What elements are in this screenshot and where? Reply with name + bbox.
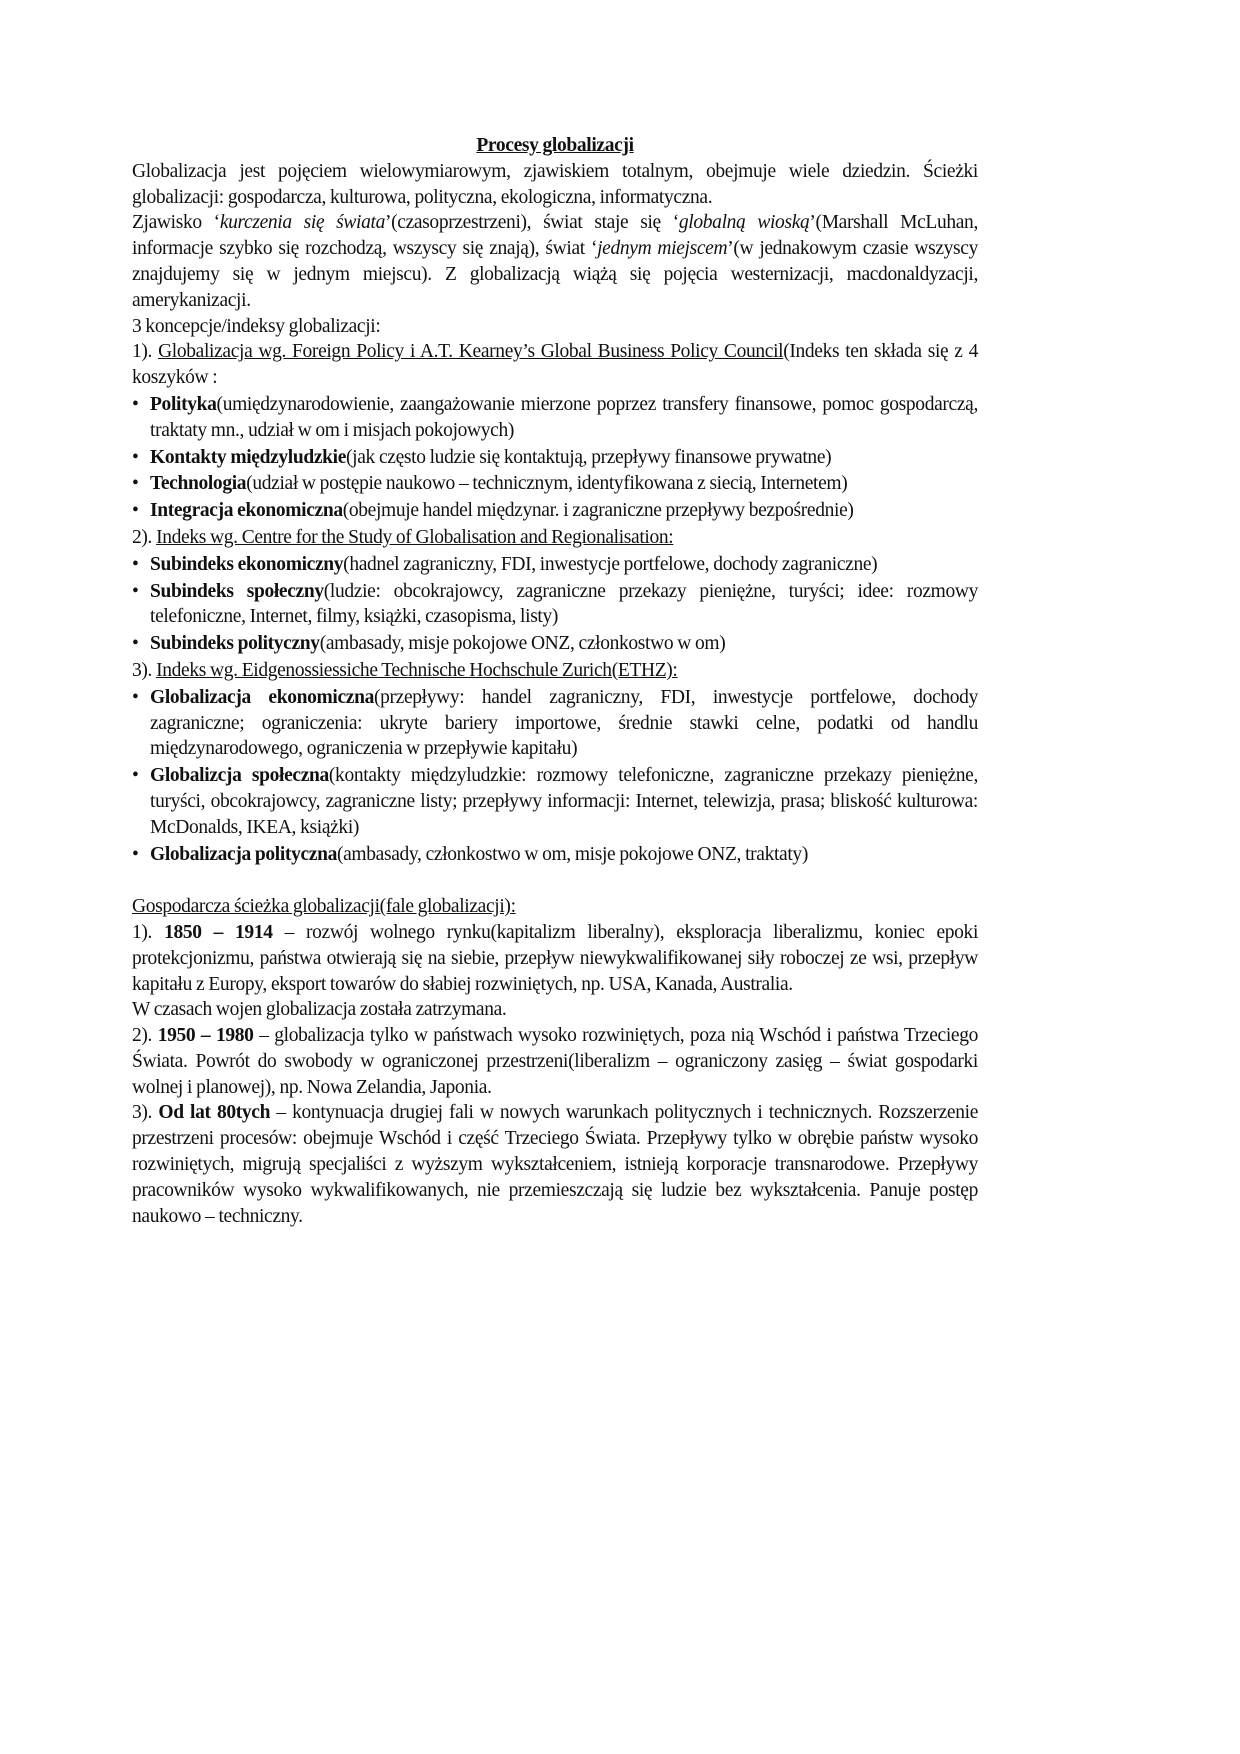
number: 2).	[132, 1025, 158, 1047]
list-item	[132, 445, 978, 471]
item-text: (ludzie: obcokrajowcy, zagraniczne przekazy pieniężne, turyści; idee: rozmowy telefoniczne, Internet, filmy, książki, czasopisma, listy)	[150, 580, 978, 628]
bullet-icon: •	[132, 765, 139, 787]
number: 2).	[132, 526, 157, 548]
document-title: Procesy globalizacji	[476, 135, 634, 156]
text: Zjawisko ‘	[132, 212, 220, 234]
item-term: Technologia	[150, 473, 247, 495]
number: 1).	[132, 341, 159, 363]
italic-term: globalną wioską	[678, 212, 810, 234]
underlined-heading: Globalizacja wg. Foreign Policy i A.T. Kearney’s Global Business Policy Council	[158, 341, 784, 363]
bullet-icon: •	[132, 393, 139, 415]
index3-list	[132, 685, 978, 868]
item-term: Subindeks społeczny	[150, 580, 324, 602]
item-term: Polityka	[150, 393, 217, 415]
spacer	[132, 868, 978, 894]
bullet-icon: •	[132, 686, 139, 708]
wave-text: – kontynuacja drugiej fali w nowych warunkach politycznych i technicznych. Rozszerzenie przestrzeni procesów: obejmuje Wschód i część Trzeciego Świata. Przepływy tylko w obrębie państw wysoko rozwiniętych, migrują specjaliści z wyższym wykształceniem, istnieją korporacje transnarodowe. Przepływy pracowników wysoko wykwalifikowanych, nie przemieszczają się ludzie bez wykształcenia. Panuje postęp naukowo – techniczny.	[132, 1102, 979, 1227]
index3-heading	[132, 658, 978, 684]
bullet-icon: •	[132, 580, 139, 602]
item-text: (hadnel zagraniczny, FDI, inwestycje portfelowe, dochody zagraniczne)	[343, 553, 878, 575]
wave-text: – rozwój wolnego rynku(kapitalizm liberalny), eksploracja liberalizmu, koniec epoki protekcjonizmu, państwa otwierają się na siebie, przepływ niewykwalifikowanej siły roboczej ze wsi, przepływ kapitału z Europy, eksport towarów do słabiej rozwiniętych, np. USA, Kanada, Australia.	[132, 921, 979, 995]
list-item	[132, 631, 978, 657]
bullet-icon: •	[132, 843, 139, 865]
bullet-icon: •	[132, 473, 139, 495]
wave-2	[132, 1023, 978, 1100]
text: (Indeks ten składa się z 4 koszyków :	[132, 341, 978, 389]
war-note: W czasach wojen globalizacja została zatrzymana.	[132, 999, 507, 1021]
item-text: (przepływy: handel zagraniczny, FDI, inwestycje portfelowe, dochody zagraniczne; ograniczenia: ukryte bariery importowe, średnie stawki celne, podatki od handlu międzynarodowego, ograniczenia w przepływie kapitału)	[150, 686, 978, 760]
list-item	[132, 552, 978, 578]
item-text: (umiędzynarodowienie, zaangażowanie mierzone poprzez transfery finansowe, pomoc gospodarczą, traktaty mn., udział w om i misjach pokojowych)	[150, 393, 978, 441]
wave-text: – globalizacja tylko w państwach wysoko rozwiniętych, poza nią Wschód i państwa Trzeciego Świata. Powrót do swobody w ograniczonej przestrzeni(liberalizm – ograniczony zasięg – świat gospodarki wolnej i planowej), np. Nowa Zelandia, Japonia.	[132, 1025, 978, 1098]
item-text: (jak często ludzie się kontaktują, przepływy finansowe prywatne)	[346, 446, 832, 468]
wave-period: 1850 – 1914	[164, 921, 273, 943]
bullet-icon: •	[132, 553, 139, 575]
number: 3).	[132, 659, 157, 681]
item-text: (obejmuje handel międzynar. i zagraniczne przepływy bezpośrednie)	[342, 500, 854, 522]
wave-3	[132, 1100, 978, 1229]
index1-list	[132, 392, 978, 524]
item-term: Globalizacja polityczna	[150, 843, 337, 865]
item-term: Subindeks ekonomiczny	[150, 553, 344, 575]
item-text: (ambasady, członkostwo w om, misje pokojowe ONZ, traktaty)	[336, 843, 808, 865]
list-item	[132, 685, 978, 762]
economic-heading: Gospodarcza ścieżka globalizacji(fale globalizacji):	[132, 896, 516, 918]
item-term: Subindeks polityczny	[150, 633, 320, 655]
concepts-intro: 3 koncepcje/indeksy globalizacji:	[132, 315, 381, 337]
list-item	[132, 842, 978, 868]
list-item	[132, 498, 978, 524]
text: ’(w jednakowym czasie wszyscy znajdujemy się w jednym miejscu). Z globalizacją wiążą się pojęcia westernizacji, macdonaldyzacji, amerykanizacji.	[132, 238, 978, 311]
item-term: Kontakty międzyludzkie	[150, 446, 347, 468]
item-text: (kontakty międzyludzkie: rozmowy telefoniczne, zagraniczne przekazy pieniężne, turyści, obcokrajowcy, zagraniczne listy; przepływy informacji: Internet, telewizja, prasa; bliskość kulturowa: McDonalds, IKEA, książki)	[150, 765, 978, 838]
intro-paragraph: Globalizacja jest pojęciem wielowymiarowym, zjawiskiem totalnym, obejmuje wiele dziedzin. Ścieżki globalizacji: gospodarcza, kulturowa, polityczna, ekologiczna, informatyczna.	[132, 160, 978, 208]
item-term: Globalizacja ekonomiczna	[150, 686, 374, 708]
number: 1).	[132, 921, 165, 943]
item-text: (ambasady, misje pokojowe ONZ, członkostwo w om)	[319, 633, 726, 655]
bullet-icon: •	[132, 500, 139, 522]
item-term: Globalizcja społeczna	[150, 765, 329, 787]
list-item	[132, 392, 978, 444]
list-item	[132, 763, 978, 840]
text: ’(Marshall McLuhan, informacje szybko się rozchodzą, wszyscy się znają), świat ‘	[132, 212, 978, 260]
index2-heading	[132, 525, 978, 551]
underlined-heading: Indeks wg. Centre for the Study of Globalisation and Regionalisation:	[156, 526, 674, 548]
index2-list	[132, 552, 978, 657]
item-term: Integracja ekonomiczna	[150, 500, 343, 522]
list-item	[132, 579, 978, 631]
number: 3).	[132, 1102, 159, 1124]
underlined-heading: Indeks wg. Eidgenossiessiche Technische Hochschule Zurich(ETHZ):	[156, 659, 678, 681]
wave-period: Od lat 80tych	[158, 1102, 271, 1124]
phenomenon-paragraph	[132, 210, 978, 313]
wave-period: 1950 – 1980	[157, 1025, 254, 1047]
index1-heading	[132, 339, 978, 391]
italic-term: jednym miejscem	[597, 238, 728, 260]
italic-term: kurczenia się świata	[219, 212, 385, 234]
bullet-icon: •	[132, 446, 139, 468]
wave-1	[132, 920, 978, 997]
document-page	[132, 133, 978, 1229]
item-text: (udział w postępie naukowo – technicznym, identyfikowana z siecią, Internetem)	[246, 473, 848, 495]
list-item	[132, 471, 978, 497]
bullet-icon: •	[132, 633, 139, 655]
text: ’(czasoprzestrzeni), świat staje się ‘	[384, 212, 679, 234]
